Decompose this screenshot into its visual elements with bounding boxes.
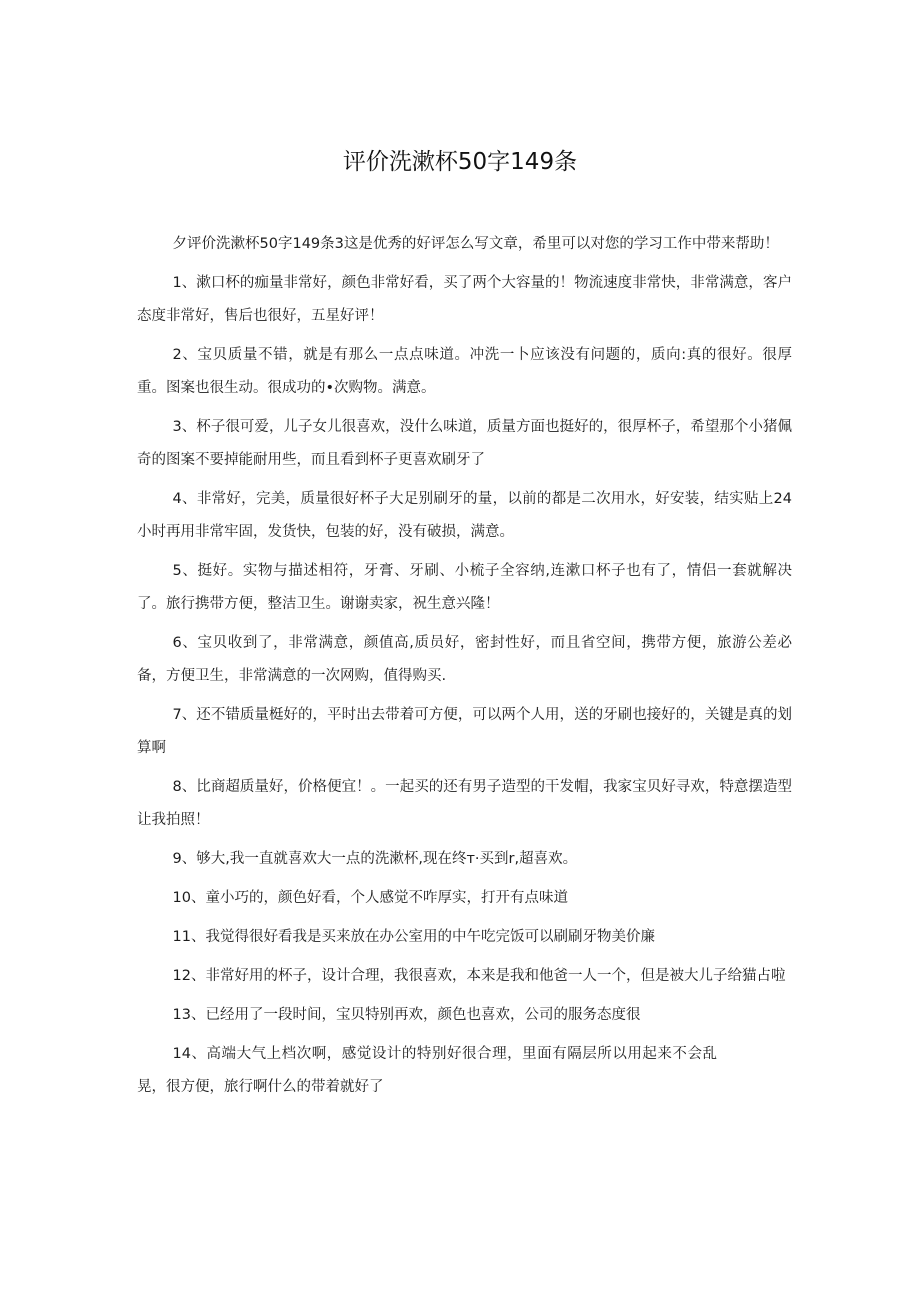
review-item: 6、宝贝收到了，非常满意，颜值高,质员好，密封性好，而且省空间，携带方便，旅游公差必备，方便卫生，非常满意的一次网购，值得购买.	[137, 635, 792, 684]
document-title: 评价洗漱杯50字149条	[342, 149, 578, 175]
review-item: 3、杯子很可爱，儿子女儿很喜欢，没什么味道，质量方面也挺好的，很厚杯子，希望那个小猪佩奇的图案不要掉能耐用些，而且看到杯子更喜欢刷牙了	[137, 419, 792, 468]
review-item: 5、挺好。实物与描述相符，牙膏、牙刷、小梳子全容纳,连漱口杯子也有了，情侣一套就解决了。旅行携带方便，整洁卫生。谢谢卖家，祝生意兴隆！	[137, 563, 792, 612]
review-item: 4、非常好，完美，质量很好杯子大足别刷牙的量，以前的都是二次用水，好安装，结实贴上24小时再用非常牢固，发货快，包装的好，没有破损，满意。	[137, 491, 792, 540]
review-item: 7、还不错质量梃好的，平时出去带着可方便，可以两个人用，送的牙刷也接好的，关键是真的划算啊	[137, 707, 792, 756]
review-item: 1、漱口杯的痂量非常好，颜色非常好看，买了两个大容量的！物流速度非常快，非常满意，客户态度非常好，售后也很好，五星好评！	[137, 275, 792, 324]
review-item: 8、比商超质量好，价格便宜！。一起买的还有男子造型的干发帽，我家宝贝好寻欢，特意摆造型让我拍照！	[137, 779, 792, 828]
review-item: 12、非常好用的杯子，设计合理，我很喜欢，本来是我和他爸一人一个，但是被大儿子给猫占啦	[172, 968, 786, 984]
review-item: 9、够大,我一直就喜欢大一点的洗漱杯,现在终т·买到r,超喜欢。	[172, 851, 578, 867]
document-body	[137, 228, 792, 1110]
review-item: 10、童小巧的，颜色好看，个人感觉不咋厚实，打开有点味道	[172, 890, 568, 906]
review-item: 2、宝贝质量不错，就是有那么一点点味道。冲洗一卜应该没有问题的，质向:真的很好。很厚重。图案也很生动。很成功的•次购物。满意。	[137, 347, 792, 396]
intro-paragraph: 夕评价洗漱杯50字149条3这是优秀的好评怎么写文章，希里可以对您的学习工作中带来帮助！	[172, 236, 779, 252]
review-item: 11、我觉得很好看我是买来放在办公室用的中午吃完饭可以刷刷牙物美价廉	[172, 929, 655, 945]
review-item: 14、高端大气上档次啊，感觉设计的特别好很合理，里面有隔层所以用起来不会乱晃，很方便，旅行啊什么的带着就好了	[137, 1046, 717, 1095]
review-item: 13、已经用了一段时间，宝贝特别再欢，颜色也喜欢，公司的服务态度很	[172, 1007, 641, 1023]
